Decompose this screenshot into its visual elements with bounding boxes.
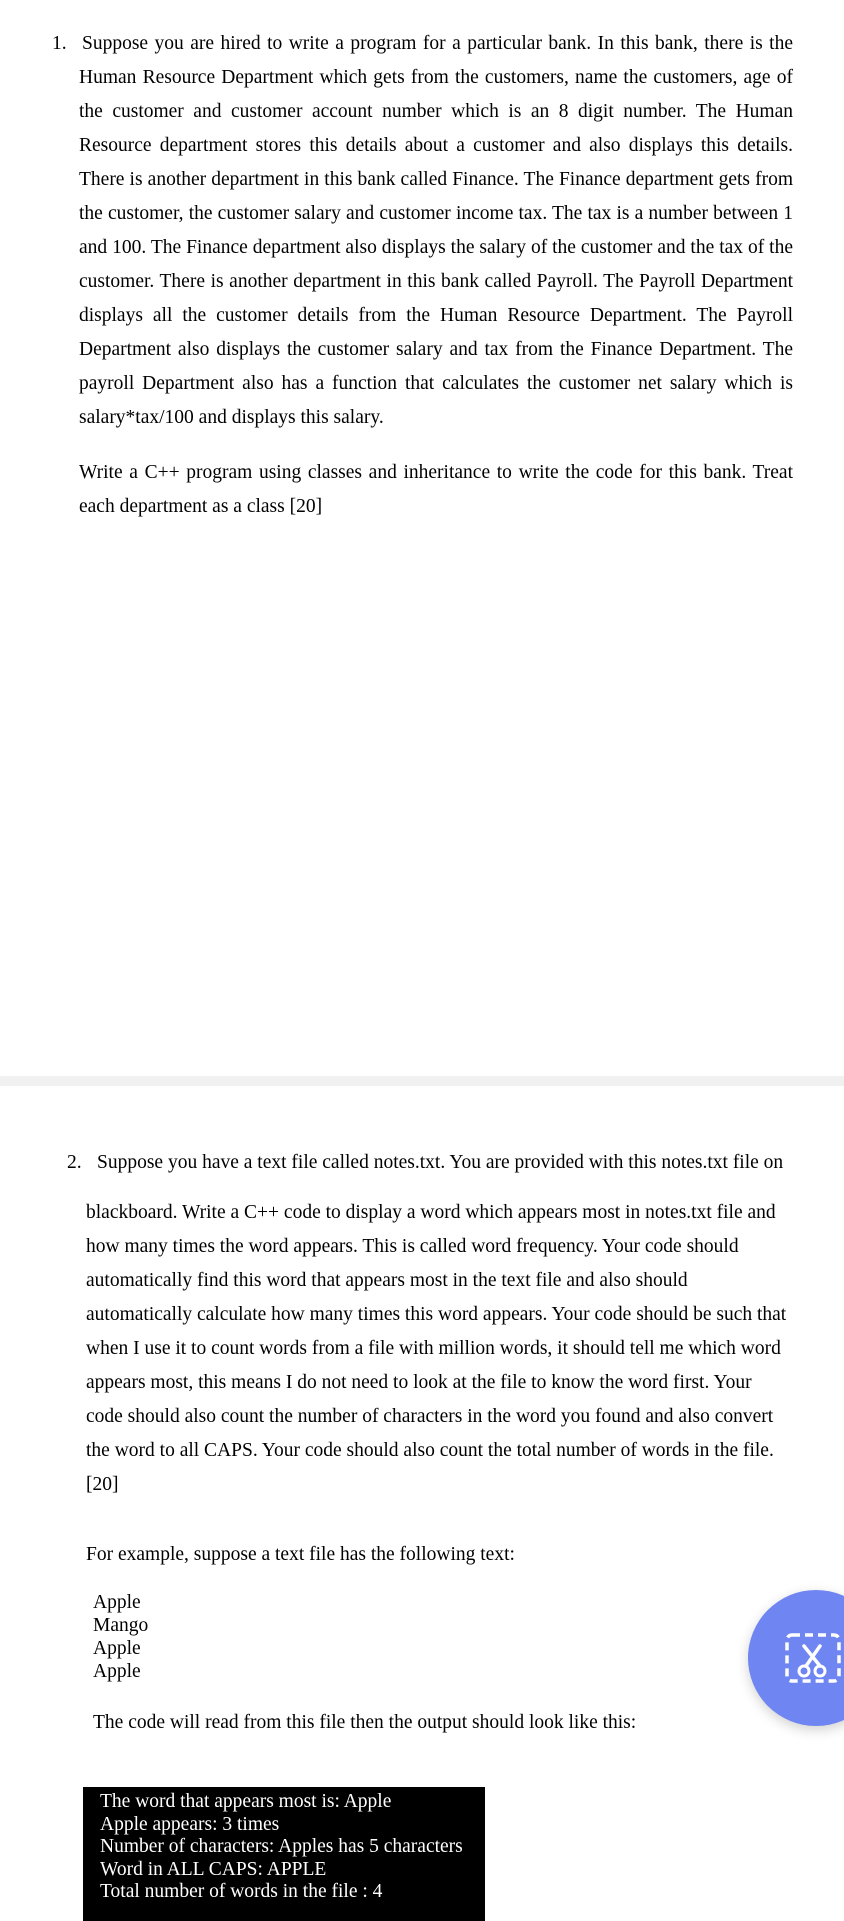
question-1-line: the customer, the customer salary and customer income tax. The tax is a number between 1 <box>79 203 793 224</box>
output-intro: The code will read from this file then the output should look like this: <box>93 1712 637 1733</box>
sample-word: Apple <box>93 1592 141 1613</box>
question-2-line: code should also count the number of characters in the word you found and also convert <box>86 1406 774 1427</box>
question-2-line: the word to all CAPS. Your code should also count the total number of words in the file. <box>86 1440 774 1461</box>
output-line: The word that appears most is: Apple <box>100 1791 392 1812</box>
question-1-line: Suppose you are hired to write a program for a particular bank. In this bank, there is the <box>82 33 793 54</box>
output-line: Apple appears: 3 times <box>100 1813 280 1835</box>
question-2-line: [20] <box>86 1474 119 1495</box>
sample-word-list <box>93 1591 148 1683</box>
question-2-line: appears most, this means I do not need to look at the file to know the word first. Your <box>86 1372 752 1393</box>
question-1-number: 1. <box>52 33 67 54</box>
question-1-line: Human Resource Department which gets from the customers, name the customers, age of <box>79 67 793 88</box>
question-1-instruction-line: Write a C++ program using classes and inheritance to write the code for this bank. Treat <box>79 462 793 483</box>
question-2-line: Suppose you have a text file called notes.txt. You are provided with this notes.txt file on <box>97 1152 784 1173</box>
output-line: Number of characters: Apples has 5 characters <box>100 1836 463 1857</box>
question-1-line: Resource department stores this details about a customer and also displays this details. <box>79 135 793 156</box>
question-1-line: Department also displays the customer salary and tax from the Finance Department. The <box>79 339 793 360</box>
question-1-line: the customer and customer account number which is an 8 digit number. The Human <box>79 101 793 122</box>
question-2-line: automatically find this word that appears most in the text file and also should <box>86 1270 688 1291</box>
question-2-line: when I use it to count words from a file with million words, it should tell me which word <box>86 1338 781 1359</box>
question-1-line: There is another department in this bank called Finance. The Finance department gets from <box>79 169 793 190</box>
question-1-line: customer. There is another department in this bank called Payroll. The Payroll Department <box>79 271 793 292</box>
screenshot-scissors-icon <box>784 1632 842 1684</box>
page-separator <box>0 1076 844 1086</box>
output-line: Word in ALL CAPS: APPLE <box>100 1858 327 1880</box>
sample-word: Apple <box>93 1661 141 1682</box>
question-2-number: 2. <box>67 1152 82 1173</box>
question-1-instruction <box>79 456 793 524</box>
question-1-line: payroll Department also has a function that calculates the customer net salary which is <box>79 373 793 394</box>
question-1-line: salary*tax/100 and displays this salary. <box>79 407 384 428</box>
example-intro: For example, suppose a text file has the following text: <box>86 1544 515 1565</box>
question-1-line: and 100. The Finance department also displays the salary of the customer and the tax of the <box>79 237 793 258</box>
sample-word: Apple <box>93 1638 141 1659</box>
question-2-text <box>86 1146 796 1502</box>
question-2-line: blackboard. Write a C++ code to display a word which appears most in notes.txt file and <box>86 1202 776 1223</box>
question-1-text <box>79 27 793 435</box>
sample-word: Mango <box>93 1615 149 1636</box>
question-2-line: how many times the word appears. This is called word frequency. Your code should <box>86 1236 739 1257</box>
question-1-instruction-line: each department as a class [20] <box>79 496 323 517</box>
output-line: Total number of words in the file : 4 <box>100 1881 383 1902</box>
question-2-line: automatically calculate how many times this word appears. Your code should be such that <box>86 1304 787 1325</box>
sample-output-box <box>83 1787 485 1921</box>
question-1-line: displays all the customer details from the Human Resource Department. The Payroll <box>79 305 793 326</box>
